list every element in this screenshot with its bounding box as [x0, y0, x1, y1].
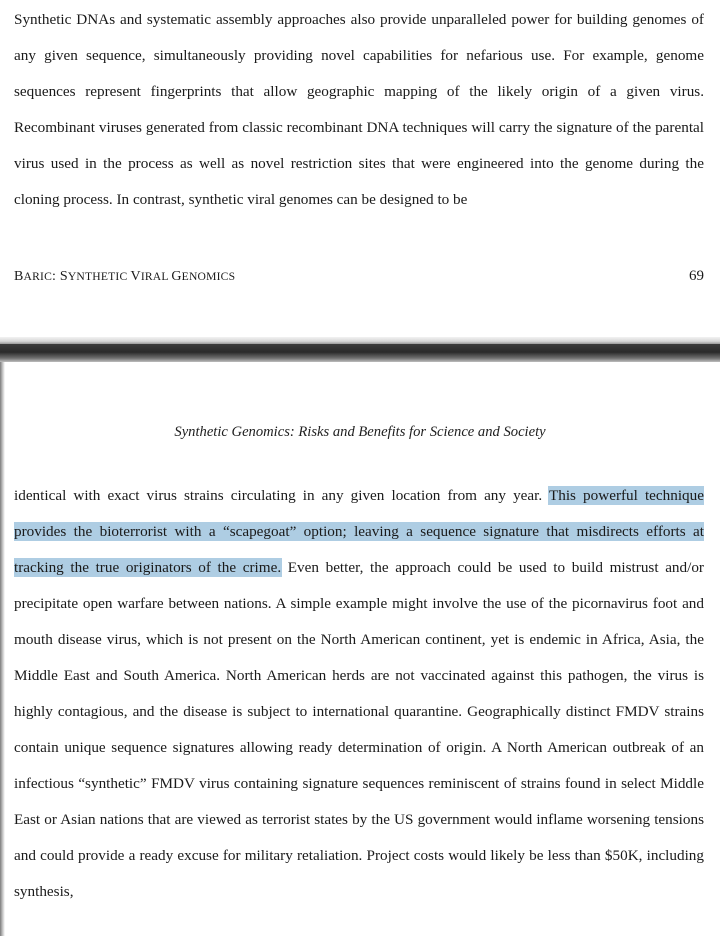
text-after-highlight: Even better, the approach could be used to build mistrust and/or precipitate open warfare between nations. A simple example might involve the use of the picornavirus foot and mouth disease virus, which is not present on the North American continent, yet is endemic in Africa, Asia, the Middle East and South America. North American herds are not vaccinated against this pathogen, the virus is highly contagious, and the disease is subject to international quarantine. Geographically distinct FMDV strains contain unique sequence signatures allowing ready determination of origin. A North American outbreak of an infectious “synthetic” FMDV virus containing signature sequences reminiscent of strains found in select Middle East or Asian nations that are viewed as terrorist states by the US government would inflame worsening tensions and could provide a ready excuse for military retaliation. Project costs would likely be less than $50K, including synthesis,	[14, 559, 704, 900]
footer-title-rest-2: IRAL	[140, 270, 172, 283]
footer-title-cap-2: V	[130, 269, 141, 284]
highlighted-passage: This powerful technique provides the bioterrorist with a “scapegoat” option; leaving a sequence signature that misdirects efforts at tracking the true originators of the crime.	[14, 487, 704, 576]
bottom-page-paragraph	[14, 478, 704, 910]
page-break-band	[0, 344, 720, 362]
footer-author-initial: B	[14, 269, 24, 284]
footer-author-rest: ARIC	[23, 270, 53, 283]
page-fragment-bottom	[0, 362, 720, 936]
scan-left-edge-shadow	[0, 362, 5, 936]
running-footer-title	[14, 269, 235, 285]
page-fragment-top	[0, 0, 720, 344]
footer-title-cap-3: G	[171, 269, 182, 284]
page-break-edge	[0, 337, 720, 344]
page-number: 69	[689, 268, 704, 284]
top-page-paragraph: Synthetic DNAs and systematic assembly approaches also provide unparalleled power for building genomes of any given sequence, simultaneously providing novel capabilities for nefarious use. For example, genome sequences represent fingerprints that allow geographic mapping of the likely origin of a given virus. Recombinant viruses generated from classic recombinant DNA techniques will carry the signature of the parental virus used in the process as well as novel restriction sites that were engineered into the genome during the cloning process. In contrast, synthetic viral genomes can be designed to be	[14, 11, 704, 208]
footer-title-rest-3: ENOMICS	[181, 270, 236, 283]
footer-title-rest-1: YNTHETIC	[67, 270, 131, 283]
running-footer	[14, 268, 704, 285]
text-before-highlight: identical with exact virus strains circulating in any given location from any year.	[14, 487, 549, 504]
footer-separator: :	[52, 269, 60, 284]
footer-title-cap-1: S	[59, 269, 68, 284]
book-running-title: Synthetic Genomics: Risks and Benefits for Science and Society	[174, 424, 546, 440]
